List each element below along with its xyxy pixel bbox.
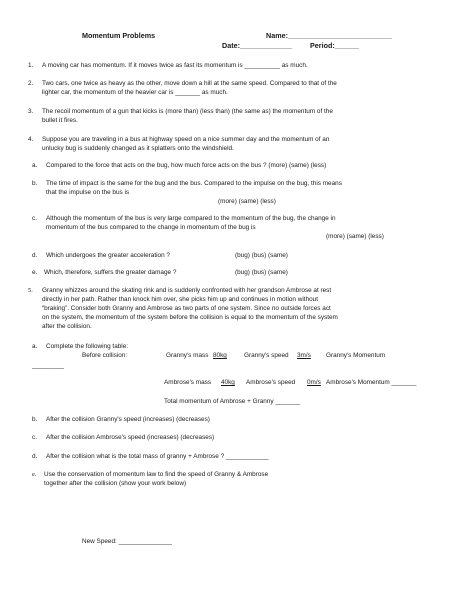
question-5c-text: After the collision Ambrose's speed (increases) (decreases)	[46, 434, 215, 441]
question-4e-choices: (bug) (bus) (same)	[235, 269, 288, 276]
granny-mass-value: 80kg	[213, 352, 227, 359]
ambrose-mass-label: Ambrose's mass	[164, 379, 212, 386]
new-speed-field[interactable]: New Speed: _______________	[82, 538, 172, 545]
question-5-line-4: on the system, the momentum of the system before the collision is equal to the momentum of the system	[42, 314, 338, 321]
question-number-1: 1.	[28, 62, 34, 69]
granny-speed-label: Granny's speed	[244, 352, 289, 359]
granny-momentum-label: Granny's Momentum	[326, 352, 386, 359]
ambrose-speed-value: 0m/s	[307, 379, 321, 386]
question-4d-text: Which undergoes the greater acceleration ?	[46, 252, 170, 259]
ambrose-mass-value: 40kg	[221, 379, 235, 386]
question-5-line-5: after the collision.	[42, 323, 92, 330]
question-4d-choices: (bug) (bus) (same)	[235, 252, 288, 259]
question-number-3: 3.	[28, 108, 34, 115]
question-5a-label: a.	[32, 343, 38, 350]
ambrose-momentum-label[interactable]: Ambrose's Momentum _______	[326, 379, 417, 386]
date-field[interactable]: Date:_____________	[222, 41, 292, 50]
question-1-text: A moving car has momentum. If it moves twice as fast its momentum is __________ as much.	[42, 62, 308, 69]
question-number-5: 5.	[28, 287, 33, 294]
question-3-line-1: The recoil momentum of a gun that kicks is (more than) (less than) (the same as) the momentum of the	[42, 108, 333, 115]
question-5c-label: c.	[32, 434, 37, 441]
question-number-4: 4.	[28, 136, 34, 143]
ambrose-speed-label: Ambrose's speed	[246, 379, 296, 386]
question-4b-line-2: that the impulse on the bus is	[46, 189, 130, 196]
question-5d-text: After the collision what is the total mass of granny + Ambrose ? ____________	[46, 453, 269, 460]
question-5e-line-2: together after the collision (show your work below)	[44, 480, 187, 487]
question-2-line-2: lighter car, the momentum of the heavier car is _______ as much.	[42, 89, 228, 96]
total-momentum-label[interactable]: Total momentum of Ambrose + Granny _______	[164, 398, 301, 405]
question-4c-choices: (more) (same) (less)	[326, 233, 384, 240]
question-5-line-2: directly in her path. Rather than knock him over, she picks him up and continues in motion without	[42, 296, 319, 303]
granny-mass-label: Granny's mass	[166, 352, 209, 359]
question-4-line-2: unlucky bug is suddenly changed as it splatters onto the windshield.	[42, 145, 234, 152]
question-4c-line-1: Although the momentum of the bus is very large compared to the momentum of the bug, the change in	[46, 215, 336, 222]
question-4e-label: e.	[32, 269, 38, 276]
question-5a-text: Complete the following table:	[46, 343, 129, 350]
question-2-line-1: Two cars, one twice as heavy as the other, move down a hill at the same speed. Compared to that of the	[42, 80, 337, 87]
granny-speed-value: 3m/s	[297, 352, 311, 359]
worksheet-title: Momentum Problems	[82, 31, 156, 40]
question-4-line-1: Suppose you are traveling in a bus at highway speed on a nice summer day and the momentum of an	[42, 136, 330, 143]
question-5d-label: d.	[32, 453, 38, 460]
granny-momentum-blank[interactable]: _________	[32, 362, 64, 369]
question-4c-label: c.	[32, 215, 37, 222]
question-5-line-1: Granny whizzes around the skating rink and is suddenly confronted with her grandson Ambrose at rest	[42, 287, 332, 294]
question-number-2: 2.	[28, 80, 34, 87]
question-5e-line-1: Use the conservation of momentum law to find the speed of Granny & Ambrose	[44, 471, 269, 478]
question-4a-label: a.	[32, 162, 38, 169]
question-4c-line-2: momentum of the bus compared to the change in momentum of the bug is	[46, 224, 256, 231]
question-4b-choices: (more) (same) (less)	[218, 198, 276, 205]
question-4d-label: d.	[32, 252, 38, 259]
question-5e-label: e.	[32, 471, 37, 478]
question-4a-text: Compared to the force that acts on the bug, how much force acts on the bus ? (more) (same) (less)	[46, 162, 327, 169]
question-4b-label: b.	[32, 180, 38, 187]
question-4b-line-1: The time of impact is the same for the bug and the bus. Compared to the impulse on the bug, this means	[46, 180, 342, 187]
before-collision-label: Before collision:	[82, 352, 128, 359]
question-3-line-2: bullet it fires.	[42, 117, 78, 124]
question-4e-text: Which, therefore, suffers the greater damage ?	[44, 269, 177, 276]
period-field[interactable]: Period:______	[310, 41, 359, 50]
question-5b-text: After the collision Granny's speed (increases) (decreases)	[46, 416, 210, 423]
question-5b-label: b.	[32, 416, 38, 423]
question-5-line-3: “braking”. Consider both Granny and Ambrose as two parts of one system. Since no outside forces act	[42, 305, 331, 312]
name-field[interactable]: Name:__________________________	[266, 31, 392, 40]
